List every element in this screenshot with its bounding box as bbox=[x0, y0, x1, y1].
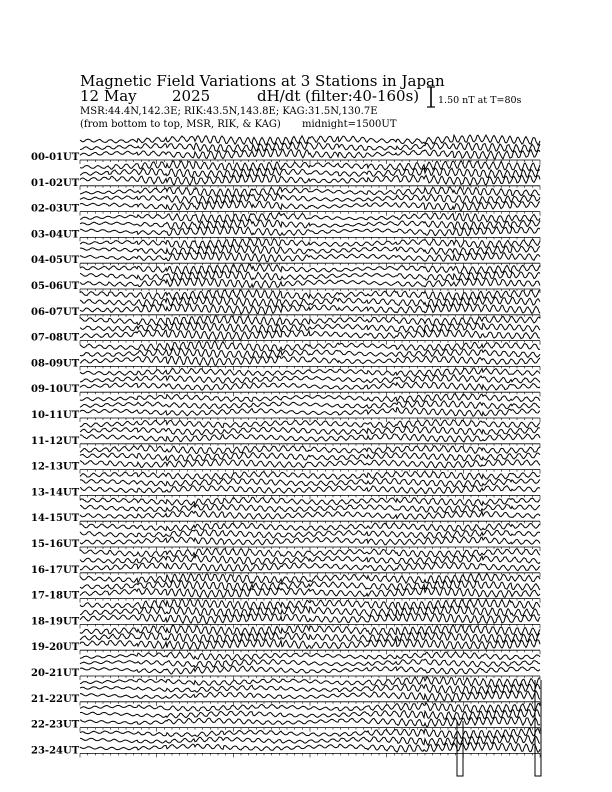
hour-label: 02-03UT bbox=[31, 203, 80, 215]
trace-rik bbox=[80, 504, 540, 512]
hour-label: 04-05UT bbox=[31, 255, 80, 267]
hour-label: 12-13UT bbox=[31, 461, 80, 473]
trace-kag bbox=[80, 486, 540, 494]
trace-msr bbox=[80, 625, 540, 636]
hour-label: 09-10UT bbox=[31, 384, 80, 396]
hour-label: 21-22UT bbox=[31, 693, 80, 705]
trace-rik bbox=[80, 375, 540, 384]
hour-rows bbox=[31, 135, 541, 776]
midnight-label: midnight=1500UT bbox=[302, 119, 397, 130]
hour-label: 18-19UT bbox=[31, 616, 80, 628]
trace-kag bbox=[80, 304, 540, 314]
station-order-label: (from bottom to top, MSR, RIK, & KAG) bbox=[80, 119, 281, 130]
hour-label: 05-06UT bbox=[31, 281, 80, 292]
hour-label: 23-24UT bbox=[31, 745, 80, 757]
stations-label: MSR:44.4N,142.3E; RIK:43.5N,143.8E; KAG:31.5N,130.7E bbox=[80, 106, 378, 117]
hour-label: 07-08UT bbox=[31, 332, 80, 344]
trace-rik bbox=[80, 632, 540, 642]
trace-kag bbox=[80, 537, 540, 545]
trace-rik bbox=[80, 194, 540, 204]
hour-label: 08-09UT bbox=[31, 358, 80, 370]
trace-rik bbox=[80, 580, 540, 590]
hour-label: 19-20UT bbox=[31, 642, 80, 654]
hour-label: 06-07UT bbox=[31, 306, 80, 318]
trace-rik bbox=[80, 297, 540, 307]
trace-kag bbox=[80, 149, 540, 159]
hour-label: 01-02UT bbox=[31, 177, 80, 189]
trace-rik bbox=[80, 453, 540, 461]
hour-label: 20-21UT bbox=[31, 668, 80, 679]
hour-label: 15-16UT bbox=[31, 539, 80, 550]
trace-kag bbox=[80, 717, 540, 727]
trace-kag bbox=[80, 742, 540, 752]
trace-kag bbox=[80, 330, 540, 340]
trace-kag bbox=[80, 666, 540, 674]
trace-kag bbox=[80, 511, 540, 519]
trace-rik bbox=[80, 427, 540, 435]
trace-kag bbox=[80, 356, 540, 365]
trace-rik bbox=[80, 606, 540, 616]
trace-kag bbox=[80, 562, 540, 571]
chart-title: Magnetic Field Variations at 3 Stations in Japan bbox=[80, 72, 445, 90]
hour-label: 10-11UT bbox=[31, 410, 80, 421]
hour-label: 11-12UT bbox=[31, 435, 80, 447]
hour-label: 13-14UT bbox=[31, 487, 80, 499]
year-label: 2025 bbox=[172, 87, 211, 105]
trace-kag bbox=[80, 588, 540, 598]
scale-bar-label: 1.50 nT at T=80s bbox=[438, 95, 522, 106]
hour-label: 22-23UT bbox=[31, 719, 80, 731]
quantity-label: dH/dt bbox=[257, 87, 301, 105]
trace-rik bbox=[80, 530, 540, 538]
day-month-label: 12 May bbox=[80, 87, 137, 105]
trace-kag bbox=[80, 614, 540, 624]
trace-kag bbox=[80, 408, 540, 417]
scale-bar bbox=[427, 87, 435, 107]
trace-rik bbox=[80, 659, 540, 667]
hour-label: 17-18UT bbox=[31, 590, 80, 602]
hour-label: 03-04UT bbox=[31, 229, 80, 241]
trace-rik bbox=[80, 348, 540, 358]
trace-kag bbox=[80, 434, 540, 442]
hour-label: 14-15UT bbox=[31, 513, 80, 525]
trace-rik bbox=[80, 168, 540, 178]
hour-label: 00-01UT bbox=[31, 152, 80, 163]
trace-kag bbox=[80, 459, 540, 468]
trace-rik bbox=[80, 401, 540, 409]
chart-header bbox=[80, 72, 522, 130]
trace-kag bbox=[80, 252, 540, 262]
trace-kag bbox=[80, 278, 540, 288]
trace-rik bbox=[80, 478, 540, 486]
trace-kag bbox=[80, 382, 540, 390]
hour-label: 16-17UT bbox=[31, 564, 80, 576]
trace-rik bbox=[80, 271, 540, 281]
trace-rik bbox=[80, 142, 540, 152]
filter-label: (filter:40-160s) bbox=[305, 87, 420, 105]
